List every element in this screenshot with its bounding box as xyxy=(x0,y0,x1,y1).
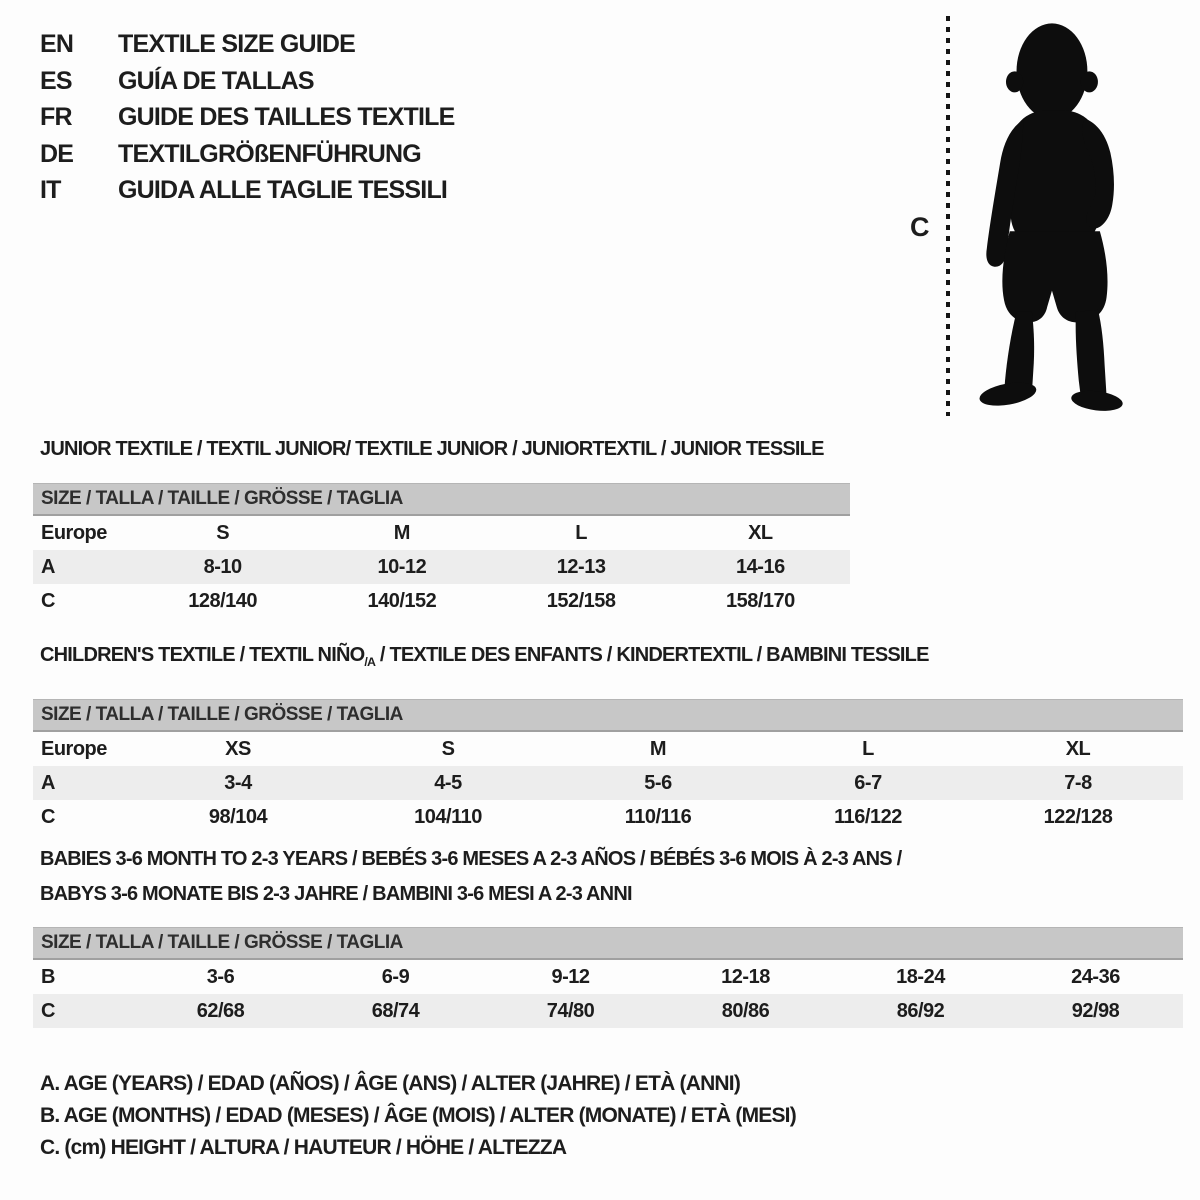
language-list xyxy=(40,26,455,209)
section-junior-textile xyxy=(33,432,850,618)
value-cell: 7-8 xyxy=(1064,772,1092,794)
language-code: EN xyxy=(40,30,74,58)
language-label: TEXTILGRÖßENFÜHRUNG xyxy=(118,139,421,168)
row-label-cell: C xyxy=(41,806,55,828)
section-title-line xyxy=(40,432,850,467)
section-title-segment: /A xyxy=(364,655,376,669)
toddler-silhouette-icon xyxy=(960,14,1142,416)
value-cell: 5-6 xyxy=(644,772,672,794)
language-label: GUIDE DES TAILLES TEXTILE xyxy=(118,103,455,131)
table-row xyxy=(33,800,1183,834)
language-label: GUIDA ALLE TAGLIE TESSILI xyxy=(118,176,448,204)
row-label-cell: Europe xyxy=(41,738,107,760)
section-title-segment: BABYS 3-6 MONATE BIS 2-3 JAHRE / BAMBINI 3-6 MESI A 2-3 ANNI xyxy=(40,883,632,905)
table-row xyxy=(33,732,1183,766)
value-cell: L xyxy=(862,738,874,760)
section-title-segment: BABIES 3-6 MONTH TO 2-3 YEARS / BEBÉS 3-6 MESES A 2-3 AÑOS / BÉBÉS 3-6 MOIS À 2-3 ANS / xyxy=(40,848,902,870)
value-cell: 104/110 xyxy=(414,806,482,828)
section-title-segment: / TEXTILE DES ENFANTS / KINDERTEXTIL / BAMBINI TESSILE xyxy=(375,644,929,666)
value-cell: 86/92 xyxy=(896,1000,945,1022)
language-code: IT xyxy=(40,176,61,204)
section-title-segment: JUNIOR TEXTILE / TEXTIL JUNIOR/ TEXTILE JUNIOR / JUNIORTEXTIL / JUNIOR TESSILE xyxy=(40,438,824,460)
language-label: GUÍA DE TALLAS xyxy=(118,66,314,95)
row-label-cell: C xyxy=(41,590,55,612)
value-cell: 98/104 xyxy=(208,806,268,828)
value-cell: 68/74 xyxy=(371,1000,420,1022)
value-cell: XL xyxy=(1065,738,1091,760)
language-row xyxy=(40,136,455,173)
size-table-header: SIZE / TALLA / TAILLE / GRÖSSE / TAGLIA xyxy=(33,699,1183,732)
value-cell: 128/140 xyxy=(188,590,258,612)
section-title xyxy=(33,842,1183,912)
value-cell: 14-16 xyxy=(736,556,785,578)
value-cell: 3-4 xyxy=(224,772,252,794)
size-table xyxy=(33,927,1183,1028)
section-title-segment: CHILDREN'S TEXTILE / TEXTIL NIÑO xyxy=(40,644,365,666)
section-title xyxy=(33,432,850,467)
legend-line: C. (cm) HEIGHT / ALTURA / HAUTEUR / HÖHE / ALTEZZA xyxy=(40,1136,567,1159)
value-cell: S xyxy=(441,738,455,760)
value-cell: S xyxy=(216,522,230,544)
value-cell: M xyxy=(649,738,667,760)
row-label-cell: A xyxy=(41,772,55,794)
value-cell: 158/170 xyxy=(725,590,795,612)
legend-line: A. AGE (YEARS) / EDAD (AÑOS) / ÂGE (ANS) / ALTER (JAHRE) / ETÀ (ANNI) xyxy=(40,1072,741,1095)
language-code: FR xyxy=(40,103,72,131)
section-babies-textile xyxy=(33,842,1183,1028)
value-cell: 116/122 xyxy=(834,806,902,828)
row-label-cell: B xyxy=(41,966,55,988)
language-label: TEXTILE SIZE GUIDE xyxy=(118,30,356,58)
value-cell: 140/152 xyxy=(367,590,437,612)
language-code: DE xyxy=(40,139,74,168)
language-row xyxy=(40,99,455,136)
height-measure-line xyxy=(946,16,950,416)
language-row xyxy=(40,26,455,63)
toddler-silhouette-shape xyxy=(978,23,1124,413)
section-title xyxy=(33,638,1183,680)
value-cell: 10-12 xyxy=(377,556,427,578)
value-cell: L xyxy=(575,522,587,544)
row-label-cell: A xyxy=(41,556,55,578)
language-code: ES xyxy=(40,66,72,95)
size-table-body xyxy=(33,732,1183,834)
legend xyxy=(40,1068,796,1164)
section-childrens-textile xyxy=(33,638,1183,834)
value-cell: 4-5 xyxy=(434,772,462,794)
size-table-header: SIZE / TALLA / TAILLE / GRÖSSE / TAGLIA xyxy=(33,927,1183,960)
value-cell: 80/86 xyxy=(721,1000,770,1022)
value-cell: 6-7 xyxy=(854,772,882,794)
table-row xyxy=(33,960,1183,994)
size-table-header: SIZE / TALLA / TAILLE / GRÖSSE / TAGLIA xyxy=(33,483,850,516)
size-table xyxy=(33,699,1183,834)
value-cell: 18-24 xyxy=(896,966,945,988)
size-table xyxy=(33,483,850,618)
value-cell: 12-18 xyxy=(721,966,770,988)
value-cell: 122/128 xyxy=(1043,806,1113,828)
value-cell: 24-36 xyxy=(1071,966,1120,988)
value-cell: 9-12 xyxy=(551,966,590,988)
size-table-body xyxy=(33,516,850,618)
value-cell: 12-13 xyxy=(556,556,606,578)
table-row xyxy=(33,584,850,618)
value-cell: 74/80 xyxy=(546,1000,595,1022)
table-row xyxy=(33,766,1183,800)
value-cell: XS xyxy=(225,738,251,760)
legend-line: B. AGE (MONTHS) / EDAD (MESES) / ÂGE (MOIS) / ALTER (MONATE) / ETÀ (MESI) xyxy=(40,1104,796,1127)
measure-label-c: C xyxy=(910,212,929,242)
value-cell: 8-10 xyxy=(203,556,242,578)
language-row xyxy=(40,172,455,209)
section-title-line xyxy=(40,638,1183,680)
table-row xyxy=(33,550,850,584)
value-cell: 92/98 xyxy=(1071,1000,1120,1022)
value-cell: XL xyxy=(748,522,773,544)
table-row xyxy=(33,516,850,550)
value-cell: 152/158 xyxy=(546,590,616,612)
row-label-cell: Europe xyxy=(41,522,107,544)
value-cell: 3-6 xyxy=(206,966,235,988)
value-cell: 6-9 xyxy=(381,966,410,988)
language-row xyxy=(40,63,455,100)
value-cell: 110/116 xyxy=(624,806,692,828)
row-label-cell: C xyxy=(41,1000,55,1022)
value-cell: M xyxy=(393,522,410,544)
section-title-line xyxy=(40,842,1183,877)
value-cell: 62/68 xyxy=(196,1000,245,1022)
section-title-line xyxy=(40,877,1183,912)
table-row xyxy=(33,994,1183,1028)
size-table-body xyxy=(33,960,1183,1028)
